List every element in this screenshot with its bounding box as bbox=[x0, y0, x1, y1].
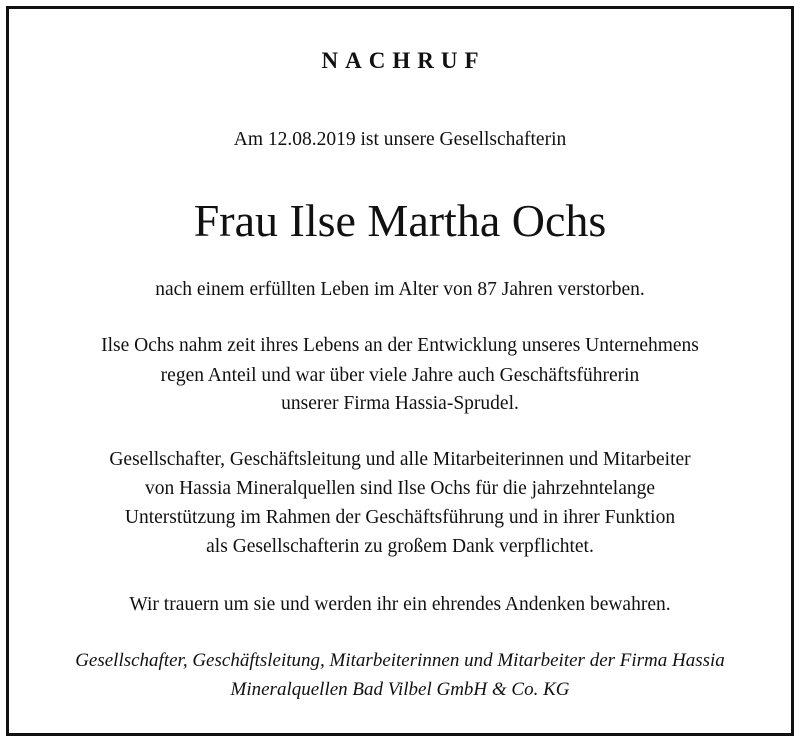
paragraph-2-line-3: Unterstützung im Rahmen der Geschäftsführung und in ihrer Funktion bbox=[124, 507, 676, 528]
intro-line: Am 12.08.2019 ist unsere Gesellschafterin bbox=[233, 129, 567, 150]
paragraph-2-line-2: von Hassia Mineralquellen sind Ilse Ochs für die jahrzehntelange bbox=[144, 478, 656, 499]
deceased-name: Frau Ilse Martha Ochs bbox=[193, 195, 607, 246]
paragraph-1-line-2: regen Anteil und war über viele Jahre auch Geschäftsführerin bbox=[160, 365, 640, 386]
age-line: nach einem erfüllten Leben im Alter von 87 Jahren verstorben. bbox=[155, 279, 645, 300]
signature-line-2: Mineralquellen Bad Vilbel GmbH & Co. KG bbox=[230, 679, 570, 700]
paragraph-1-line-3: unserer Firma Hassia-Sprudel. bbox=[281, 393, 519, 414]
paragraph-2-line-4: als Gesellschafterin zu großem Dank verpflichtet. bbox=[206, 536, 594, 557]
closing-line: Wir trauern um sie und werden ihr ein ehrendes Andenken bewahren. bbox=[129, 594, 671, 615]
obituary-heading: NACHRUF bbox=[321, 48, 486, 73]
signature-line-1: Gesellschafter, Geschäftsleitung, Mitarbeiterinnen und Mitarbeiter der Firma Hassia bbox=[75, 650, 725, 671]
paragraph-1-line-1: Ilse Ochs nahm zeit ihres Lebens an der Entwicklung unseres Unternehmens bbox=[101, 335, 699, 356]
paragraph-2-line-1: Gesellschafter, Geschäftsleitung und alle Mitarbeiterinnen und Mitarbeiter bbox=[109, 449, 691, 470]
